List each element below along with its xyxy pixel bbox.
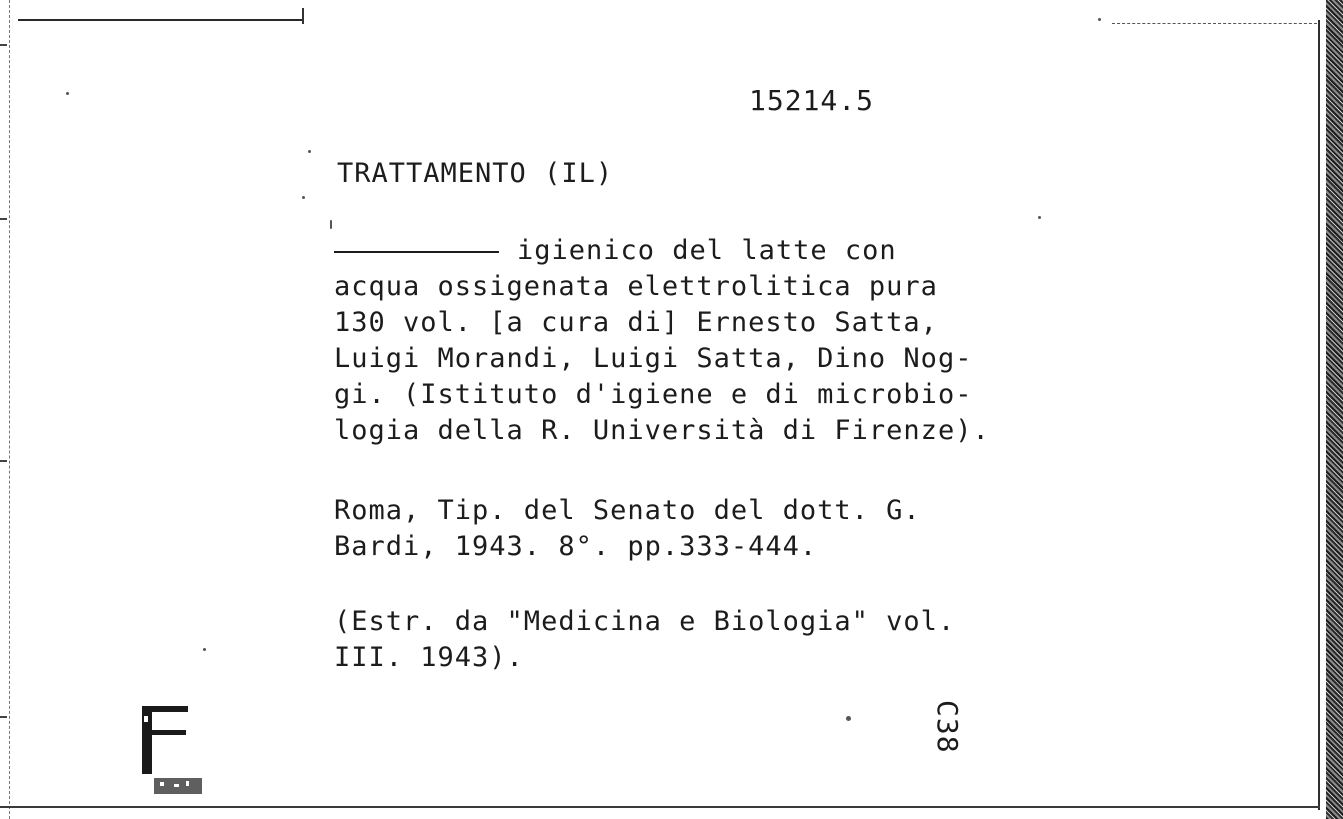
scan-speck: [66, 92, 69, 95]
card-right-border: [1318, 20, 1320, 810]
title-line: gi. (Istituto d'igiene e di microbio-: [334, 379, 973, 410]
scan-speck: [1038, 216, 1041, 219]
note-line: III. 1943).: [334, 642, 524, 673]
shelf-mark: C38: [931, 700, 964, 754]
title-line: igienico del latte con: [517, 235, 897, 266]
card-top-tick: [302, 8, 304, 24]
note-block: [334, 604, 955, 676]
note-line: (Estr. da "Medicina e Biologia" vol.: [334, 606, 956, 637]
scan-speck: [846, 716, 851, 721]
scan-speck: [1098, 18, 1101, 21]
scan-speck: [203, 648, 206, 651]
imprint-line: Bardi, 1943. 8°. pp.333-444.: [334, 531, 818, 562]
title-line: Luigi Morandi, Luigi Satta, Dino Nog-: [334, 343, 973, 374]
left-edge-mark: [0, 716, 7, 718]
card-left-border: [9, 0, 10, 819]
card-top-right-rule: [1112, 23, 1317, 24]
title-line: logia della R. Università di Firenze).: [334, 415, 990, 446]
card-bottom-rule: [0, 806, 1320, 808]
card-heading: TRATTAMENTO (IL): [337, 158, 614, 189]
scan-edge-noise: [1326, 0, 1343, 819]
heading-repeat-blank: [334, 251, 499, 253]
scan-speck: [302, 196, 305, 199]
title-line: 130 vol. [a cura di] Ernesto Satta,: [334, 307, 938, 338]
imprint-block: [334, 493, 921, 565]
imprint-line: Roma, Tip. del Senato del dott. G.: [334, 495, 921, 526]
scan-speck: [308, 150, 311, 153]
library-stamp: [140, 704, 206, 798]
call-number: 15214.5: [749, 84, 875, 117]
card-top-rule: [18, 19, 304, 21]
left-edge-mark: [0, 44, 7, 46]
title-line: acqua ossigenata elettrolitica pura: [334, 271, 938, 302]
title-block: [334, 233, 990, 449]
left-edge-mark: [0, 460, 7, 462]
left-edge-mark: [0, 218, 7, 220]
stamp-f-icon: [140, 704, 206, 798]
scan-speck: [330, 220, 332, 229]
